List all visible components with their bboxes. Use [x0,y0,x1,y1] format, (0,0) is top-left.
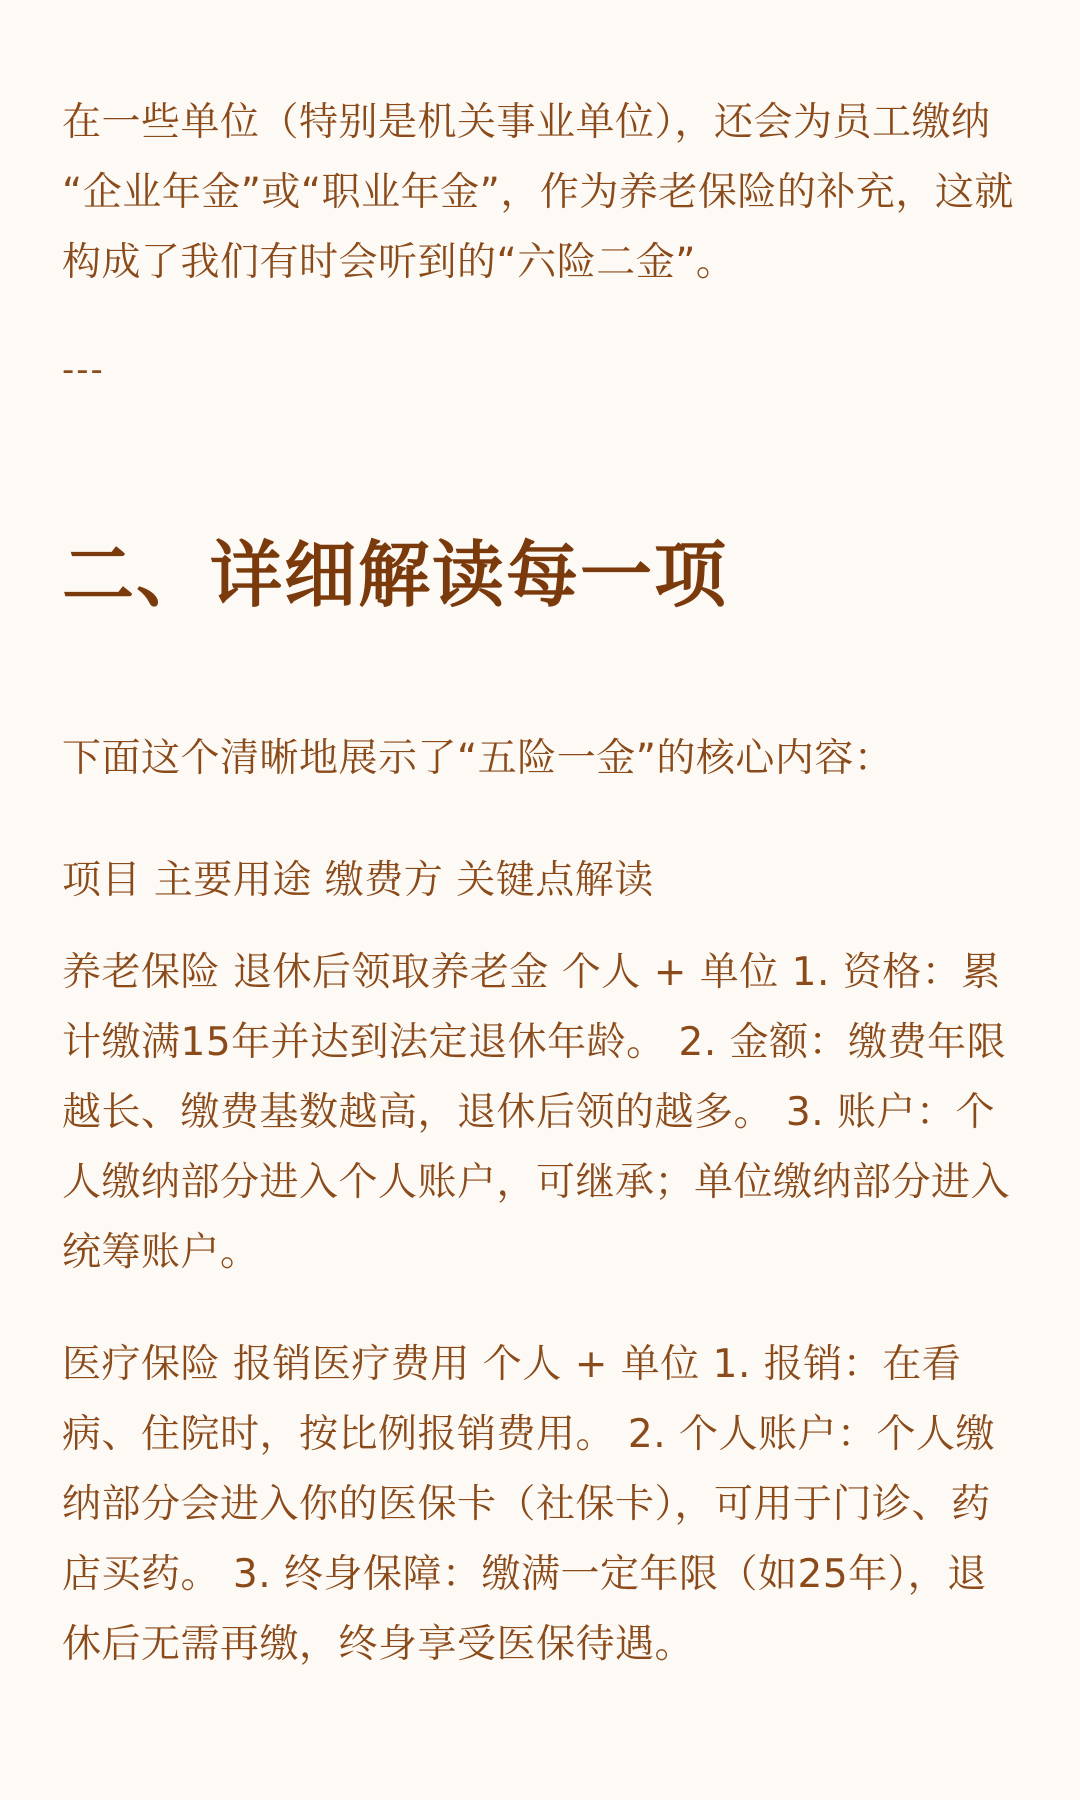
table-header-row: 项目 主要用途 缴费方 关键点解读 [62,858,654,903]
table-row-pension: 养老保险 退休后领取养老金 个人 + 单位 1. 资格：累计缴满15年并达到法定退休年龄。 2. 金额：缴费年限越长、缴费基数越高，退休后领的越多。 3. 账户：个人缴纳部分进入个人账户，可继承；单位缴纳部分进入统筹账户。 [62,950,1011,1275]
table-row-medical: 医疗保险 报销医疗费用 个人 + 单位 1. 报销：在看病、住院时，按比例报销费用。 2. 个人账户：个人缴纳部分会进入你的医保卡（社保卡），可用于门诊、药店买药。 3. 终身保障：缴满一定年限（如25年），退休后无需再缴，终身享受医保待遇。 [62,1342,996,1667]
intro-paragraph: 在一些单位（特别是机关事业单位），还会为员工缴纳 “企业年金”或“职业年金”，作为养老保险的补充，这就构成了我们有时会听到的“六险二金”。 [62,100,1014,285]
section-heading: 二、详细解读每一项 [62,533,729,617]
section-separator: --- [62,350,105,390]
lead-paragraph: 下面这个清晰地展示了“五险一金”的核心内容： [62,736,894,781]
